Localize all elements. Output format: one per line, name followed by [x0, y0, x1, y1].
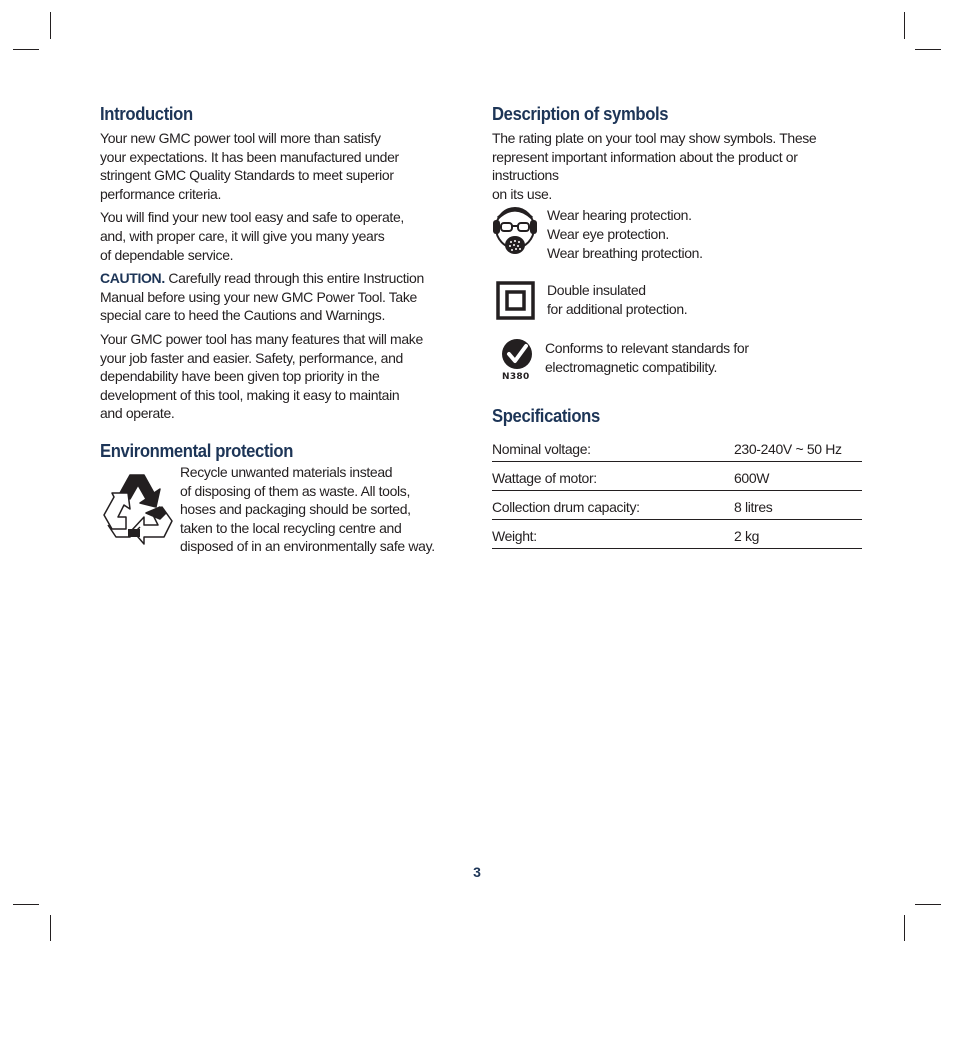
spec-value: 2 kg — [734, 520, 862, 549]
recycle-icon — [100, 463, 180, 553]
spec-value: 230-240V ~ 50 Hz — [734, 433, 862, 462]
protective-equipment-icon — [492, 206, 547, 258]
spec-label: Weight: — [492, 520, 734, 549]
emc-text: Conforms to relevant standards for electromagnetic compatibility. — [545, 340, 749, 375]
spec-value: 600W — [734, 462, 862, 491]
ppe-text: Wear hearing protection. Wear eye protection. Wear breathing protection. — [547, 207, 703, 261]
crop-mark — [13, 49, 39, 50]
crop-mark — [13, 904, 39, 905]
features-paragraph: Your GMC power tool has many features that will make your job faster and easier. Safety, performance, and dependability have been given top priority in the development of this tool, making it easy to maintain and operate. — [100, 330, 423, 422]
symbol-row-double-insulated — [492, 281, 864, 323]
table-row — [492, 520, 862, 549]
double-insulated-text: Double insulated for additional protection. — [547, 282, 688, 317]
caution-paragraph — [100, 269, 440, 325]
caution-label: CAUTION. — [100, 270, 165, 287]
intro-paragraph: Your new GMC power tool will more than satisfy your expectations. It has been manufactured under stringent GMC Quality Standards to meet superior performance criteria. — [100, 130, 399, 202]
table-row — [492, 491, 862, 520]
c-tick-icon — [492, 337, 547, 382]
intro-paragraph: You will find your new tool easy and safe to operate, and, with proper care, it will give you many years of dependable service. — [100, 209, 404, 263]
symbols-intro: The rating plate on your tool may show symbols. These represent important information about the product or instructions on its use. — [492, 130, 817, 202]
introduction-heading: Introduction — [100, 103, 193, 124]
spec-label: Wattage of motor: — [492, 462, 734, 491]
symbol-row-ppe — [492, 206, 864, 262]
caution-text: Carefully read through this entire Instruction Manual before using your new GMC Power Tool. Take special care to heed the Cautions and Warnings. — [100, 270, 424, 324]
crop-mark — [904, 12, 905, 39]
spec-value: 8 litres — [734, 491, 862, 520]
double-insulated-icon — [492, 281, 547, 323]
table-row — [492, 433, 862, 462]
crop-mark — [50, 12, 51, 39]
symbols-heading: Description of symbols — [492, 103, 669, 124]
spec-label: Nominal voltage: — [492, 433, 734, 462]
environmental-text: Recycle unwanted materials instead of disposing of them as waste. All tools, hoses and packaging should be sorted, taken to the local recycling centre and disposed of in an environmentally safe way. — [180, 463, 435, 555]
right-column — [492, 102, 864, 549]
symbol-row-emc — [492, 337, 864, 382]
specifications-table — [492, 433, 862, 549]
crop-mark — [50, 915, 51, 941]
left-column — [100, 102, 440, 556]
environmental-heading: Environmental protection — [100, 439, 294, 461]
page-number: 3 — [473, 864, 481, 880]
crop-mark — [904, 915, 905, 941]
crop-mark — [915, 904, 941, 905]
spec-label: Collection drum capacity: — [492, 491, 734, 520]
c-tick-label: N380 — [502, 372, 530, 383]
crop-mark — [915, 49, 941, 50]
specifications-heading: Specifications — [492, 405, 600, 427]
table-row — [492, 462, 862, 491]
environmental-block — [100, 463, 440, 556]
